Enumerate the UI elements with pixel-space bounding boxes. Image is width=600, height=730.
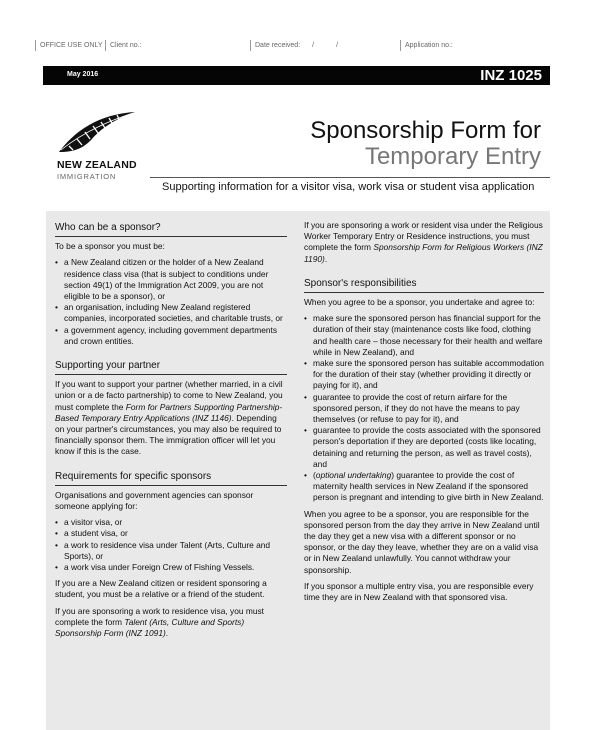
date-slash-2: / [336, 42, 339, 49]
client-no-field[interactable]: Client no.: [105, 40, 250, 51]
paragraph: To be a sponsor you must be: [55, 241, 165, 252]
section-divider [304, 292, 544, 293]
subtitle-divider [150, 177, 550, 178]
form-code: INZ 1025 [480, 67, 542, 84]
form-date: May 2016 [67, 71, 99, 78]
content-panel [46, 211, 550, 730]
section-heading-requirements: Requirements for specific sponsors [55, 470, 212, 482]
logo-title: NEW ZEALAND [57, 159, 137, 171]
responsibility-list [304, 313, 544, 503]
section-divider [55, 374, 287, 375]
list-item: • guarantee to provide the cost of return airfare for the sponsored person, if they do not have the means to pay themselves (or refuse to pay for it), and [304, 392, 544, 426]
visa-type-list [55, 517, 287, 573]
optional-label: optional undertaking [315, 470, 392, 481]
left-column [55, 211, 287, 644]
date-received-field[interactable] [250, 40, 400, 51]
date-received-label: Date received: [255, 42, 301, 49]
paragraph: If you are sponsoring a work to residence visa, you must complete the form Talent (Arts, Culture and Sports) Sponsorship Form (INZ 1091). [55, 605, 265, 639]
section-divider [55, 236, 287, 237]
paragraph: If you are sponsoring a work or resident visa under the Religious Worker Temporary Entry or Residence instructions, you must complete the form Sponsorship Form for Religious Workers (INZ 1190). [304, 220, 543, 264]
sponsor-type-list [55, 257, 287, 347]
page-title-secondary: Temporary Entry [364, 143, 541, 170]
list-item: • an organisation, including New Zealand registered companies, incorporated societies, and charitable trusts, or [55, 302, 287, 324]
paragraph: When you agree to be a sponsor, you are responsible for the sponsored person from the day they arrive in New Zealand until the day they get a new visa with a different sponsor or no sponsor, or the day they leave, whether they are on a valid visa or in New Zealand unlawfully. You cannot withdraw your sponsorship. [304, 508, 540, 575]
page-subtitle: Supporting information for a visitor visa, work visa or student visa application [162, 181, 535, 193]
paragraph: If you sponsor a multiple entry visa, you are responsible every time they are in New Zealand with that sponsored visa. [304, 580, 534, 603]
form-reference: Sponsorship Form for Religious Workers (INZ 1190) [304, 242, 543, 264]
section-heading-partner: Supporting your partner [55, 360, 161, 372]
logo-subtitle: IMMIGRATION [57, 172, 117, 181]
paragraph: Organisations and government agencies can sponsor someone applying for: [55, 489, 254, 512]
list-item: • (optional undertaking) guarantee to provide the cost of maternity health services in New Zealand if the sponsored person is pregnant and intending to give birth in New Zealand. [304, 470, 544, 504]
office-use-bar [35, 40, 550, 60]
page-title: Sponsorship Form for [310, 117, 541, 144]
list-item: • a government agency, including government departments and crown entities. [55, 325, 287, 347]
list-item: • make sure the sponsored person has suitable accommodation for the duration of their stay (whether providing it directly or paying for it), and [304, 358, 544, 392]
list-item: • a work visa under Foreign Crew of Fishing Vessels. [55, 562, 287, 573]
application-no-field[interactable]: Application no.: [400, 40, 550, 51]
list-item: • guarantee to provide the costs associated with the sponsored person's deportation if they are deported (costs like locating, detaining and returning the person, as well as travel costs), and [304, 425, 544, 470]
list-item: • a New Zealand citizen or the holder of a New Zealand residence class visa (that is subject to conditions under section 49(1) of the Immigration Act 2009, you are not eligible to be a sponsor), or [55, 257, 287, 302]
section-heading-who: Who can be a sponsor? [55, 222, 161, 233]
list-item: • a work to residence visa under Talent (Arts, Culture and Sports), or [55, 540, 287, 562]
right-column [304, 211, 544, 608]
paragraph: If you want to support your partner (whether married, in a civil union or a de facto partnership) to come to New Zealand, you must complete the Form for Partners Supporting Partnership-Based Temporary Entry Applications (INZ 1146). Depending on your partner's circumstances, you may also be required to financially sponsor them. The immigration officer will let you know if this is the case. [55, 379, 283, 457]
list-item: • make sure the sponsored person has financial support for the duration of their stay (maintenance costs like food, clothing and health care – those necessary for their health and welfare while in New Zealand), and [304, 313, 544, 358]
list-item: • a student visa, or [55, 528, 287, 539]
section-divider [55, 485, 287, 486]
form-reference: Form for Partners Supporting Partnership-Based Temporary Entry Applications (INZ 1146) [55, 401, 283, 423]
paragraph: When you agree to be a sponsor, you undertake and agree to: [304, 297, 535, 308]
section-heading-responsibilities: Sponsor's responsibilities [304, 277, 417, 289]
form-header-bar [43, 66, 550, 85]
office-use-label: OFFICE USE ONLY [35, 40, 105, 51]
date-slash-1: / [312, 42, 315, 49]
paragraph: If you are a New Zealand citizen or resident sponsoring a student, you must be a relative or a friend of the student. [55, 578, 267, 600]
list-item: • a visitor visa, or [55, 517, 287, 528]
form-reference: Talent (Arts, Culture and Sports) Sponsorship Form (INZ 1091) [55, 616, 245, 639]
